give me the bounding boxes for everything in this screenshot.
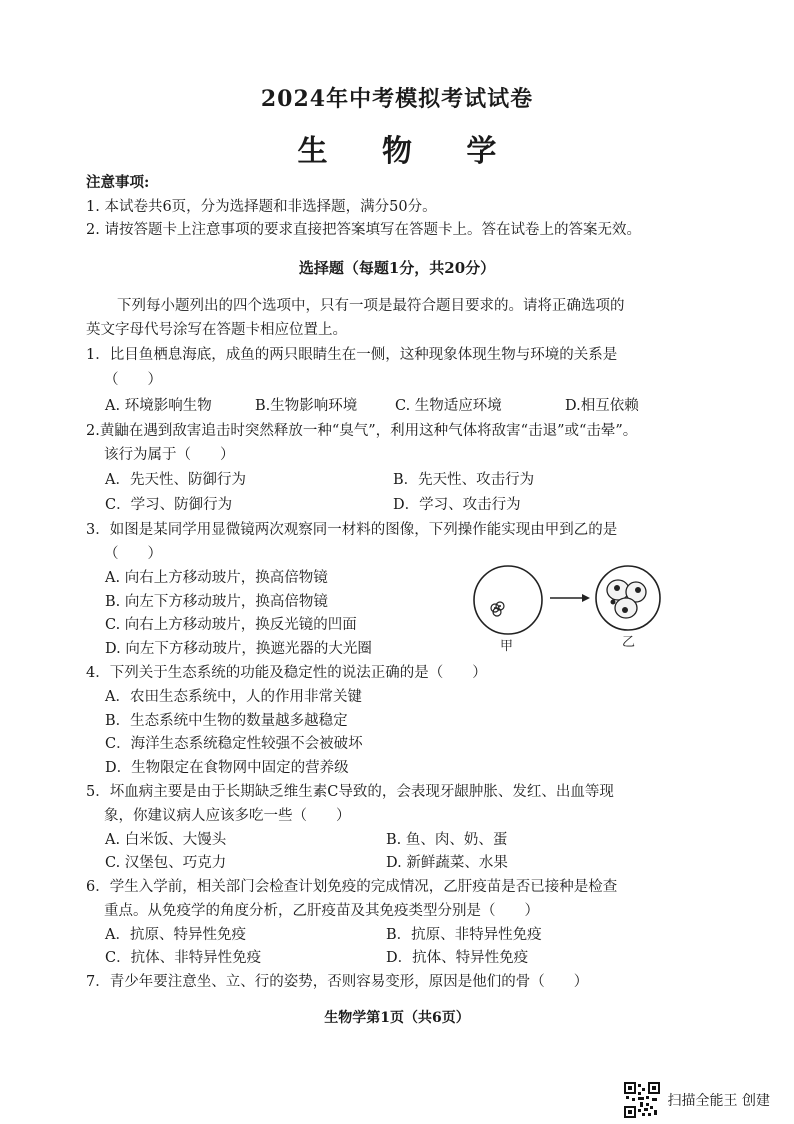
answer-blank: （ ）: [104, 372, 162, 388]
microscope-figure: [468, 560, 668, 660]
option-a: A. 环境影响生物: [105, 398, 212, 414]
arrow-head: [582, 594, 590, 602]
label-jia: 甲: [500, 639, 514, 654]
option-a: A．农田生态系统中，人的作用非常关键: [105, 689, 362, 705]
option-d: D. 新鲜蔬菜、水果: [386, 855, 508, 871]
section-heading: 选择题（每题1分，共20分）: [298, 259, 496, 277]
question-stem-continued: 象，你建议病人应该多吃一些（ ）: [104, 808, 351, 824]
option-c: C．抗体、非特异性免疫: [105, 950, 262, 966]
subject-title: 生 物 学: [297, 134, 519, 169]
option-b: B. 向左下方移动玻片，换高倍物镜: [105, 594, 328, 610]
question-stem: 3．如图是某同学用显微镜两次观察同一材料的图像，下列操作能实现由甲到乙的是: [86, 522, 618, 538]
option-d: D．抗体、特异性免疫: [386, 950, 529, 966]
option-b: B．先天性、攻击行为: [393, 472, 535, 488]
page-footer: 生物学第1页（共6页）: [324, 1010, 470, 1026]
scanner-watermark-text: 扫描全能王 创建: [667, 1093, 770, 1109]
option-d: D.相互依赖: [565, 398, 639, 414]
option-a: A. 白米饭、大馒头: [105, 832, 227, 848]
question-stem: 5．坏血病主要是由于长期缺乏维生素C导致的，会表现牙龈肿胀、发红、出血等现: [86, 784, 614, 800]
question-stem-continued: 重点。从免疫学的角度分析，乙肝疫苗及其免疫类型分别是（ ）: [104, 903, 539, 919]
answer-blank: （ ）: [104, 546, 162, 562]
section-instruction-line-2: 英文字母代号涂写在答题卡相应位置上。: [86, 322, 347, 338]
question-stem: 4．下列关于生态系统的功能及稳定性的说法正确的是（ ）: [86, 665, 487, 681]
question-stem: 1．比目鱼栖息海底，成鱼的两只眼睛生在一侧，这种现象体现生物与环境的关系是: [86, 347, 618, 363]
field-jia-circle: [474, 566, 542, 634]
question-stem: 7．青少年要注意坐、立、行的姿势，否则容易变形，原因是他们的骨（ ）: [86, 974, 589, 990]
option-d: D．生物限定在食物网中固定的营养级: [105, 760, 349, 776]
option-c: C．学习、防御行为: [105, 497, 233, 513]
option-c: C．海洋生态系统稳定性较强不会被破坏: [105, 736, 363, 752]
option-b: B. 鱼、肉、奶、蛋: [386, 832, 508, 848]
exam-title: 2024年中考模拟考试试卷: [260, 86, 534, 112]
option-a: A．抗原、特异性免疫: [105, 927, 246, 943]
notice-item-1: 1. 本试卷共6页，分为选择题和非选择题，满分50分。: [86, 199, 437, 215]
question-stem: 2.黄鼬在遇到敌害追击时突然释放一种“臭气”，利用这种气体将敌害“击退”或“击晕”。: [86, 423, 638, 439]
label-yi: 乙: [622, 635, 636, 650]
option-c: C. 生物适应环境: [395, 398, 502, 414]
option-c: C. 汉堡包、巧克力: [105, 855, 227, 871]
option-b: B.生物影响环境: [255, 398, 358, 414]
scanner-watermark: [624, 1082, 770, 1118]
option-a: A．先天性、防御行为: [105, 472, 246, 488]
cells-large: [607, 580, 646, 618]
question-stem: 6．学生入学前，相关部门会检查计划免疫的完成情况，乙肝疫苗是否已接种是检查: [86, 879, 618, 895]
section-instruction-line-1: 下列每小题列出的四个选项中，只有一项是最符合题目要求的。请将正确选项的: [117, 298, 625, 314]
question-stem-continued: 该行为属于（ ）: [104, 447, 235, 463]
option-d: D. 向左下方移动玻片，换遮光器的大光圈: [105, 641, 372, 657]
option-c: C. 向右上方移动玻片，换反光镜的凹面: [105, 617, 357, 633]
option-b: B．生态系统中生物的数量越多越稳定: [105, 713, 348, 729]
option-b: B．抗原、非特异性免疫: [386, 927, 542, 943]
option-d: D．学习、攻击行为: [393, 497, 521, 513]
cells-small: [491, 602, 504, 616]
notice-heading: 注意事项:: [86, 174, 150, 191]
option-a: A. 向右上方移动玻片，换高倍物镜: [105, 570, 328, 586]
qr-code-icon: [624, 1082, 660, 1118]
notice-item-2: 2. 请按答题卡上注意事项的要求直接把答案填写在答题卡上。答在试卷上的答案无效。: [86, 222, 641, 238]
